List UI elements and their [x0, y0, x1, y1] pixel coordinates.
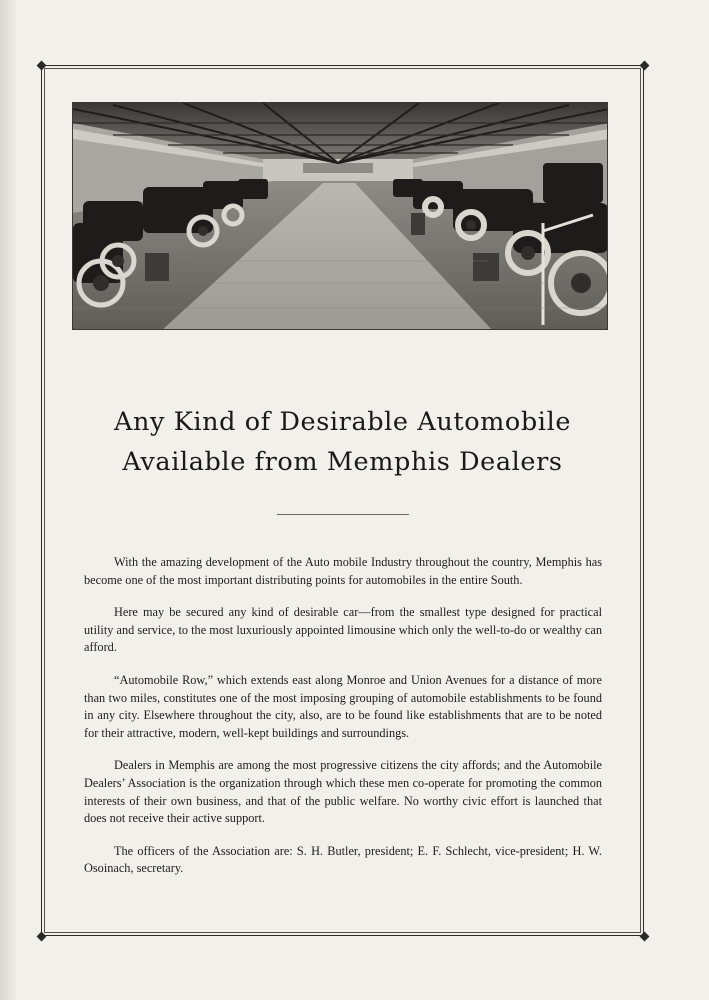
- auto-show-hall-photo: [72, 102, 608, 330]
- paragraph: With the amazing development of the Auto mobile Industry throughout the country, Memphis has become one of the most important distributing points for automobiles in the entire South.: [84, 555, 602, 587]
- paragraph: “Automobile Row,” which extends east along Monroe and Union Avenues for a distance of more than two miles, constitutes one of the most imposing grouping of automobile establishments to be found in any city. Elsewhere throughout the city, also, are to be found like establishments that are to be noted for their attractive, modern, well-kept buildings and surroundings.: [84, 672, 602, 740]
- paragraph: Dealers in Memphis are among the most progressive citizens the city affords; and the Automobile Dealers’ Association is the organization through which these men co-operate for promoting the common interests of their own business, and that of the public welfare. No worthy civic effort is launched that does not receive their active support.: [84, 758, 602, 826]
- title-divider: [277, 514, 409, 515]
- binding-shadow: [0, 0, 18, 1000]
- page-title: [60, 402, 625, 482]
- title-line-2: Available from Memphis Dealers: [122, 447, 563, 477]
- paragraph: Here may be secured any kind of desirable car—from the smallest type designed for practical utility and service, to the most luxuriously appointed limousine which only the well-to-do or wealthy can afford.: [84, 605, 602, 655]
- article-body: [84, 554, 602, 893]
- title-line-1: Any Kind of Desirable Automobile: [113, 407, 572, 437]
- paragraph: The officers of the Association are: S. H. Butler, president; E. F. Schlecht, vice-president; H. W. Osoinach, secretary.: [84, 843, 602, 876]
